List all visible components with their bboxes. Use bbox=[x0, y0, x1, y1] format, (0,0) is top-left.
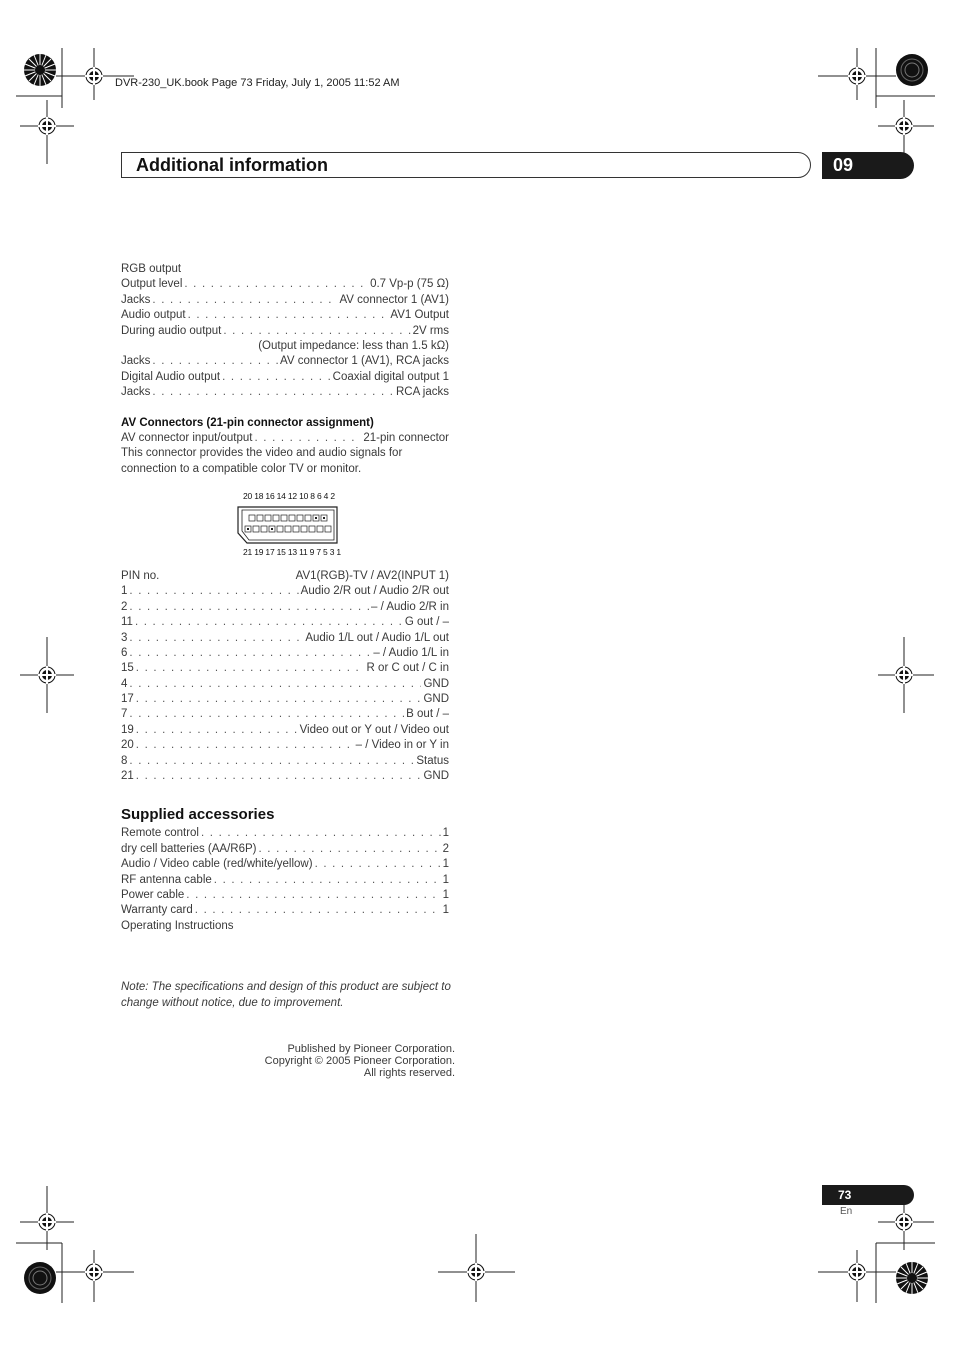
pin-row: 11 . . . G out / – bbox=[121, 615, 449, 630]
publisher-line: Published by Pioneer Corporation. bbox=[287, 1043, 455, 1055]
list-item: Warranty card . . . 1 bbox=[121, 903, 449, 918]
pin-row: 17 . . . GND bbox=[121, 692, 449, 707]
av-connector-row bbox=[121, 431, 449, 447]
page-number: 73 bbox=[838, 1188, 852, 1202]
pin-row: 2 . . . – / Audio 2/R in bbox=[121, 600, 449, 615]
spec-row: Audio output . . . AV1 Output bbox=[121, 308, 449, 323]
pin-row: 3 . . . Audio 1/L out / Audio 1/L out bbox=[121, 631, 449, 646]
page-number-badge bbox=[822, 1185, 914, 1205]
list-item: RF antenna cable . . . 1 bbox=[121, 873, 449, 888]
rgb-output-section bbox=[121, 262, 449, 402]
spec-row: (Output impedance: less than 1.5 kΩ) bbox=[258, 340, 449, 352]
pin-table-header: PIN no. AV1(RGB)-TV / AV2(INPUT 1) bbox=[121, 570, 449, 582]
spec-row: Jacks . . . AV connector 1 (AV1), RCA jacks bbox=[121, 354, 449, 369]
pin-assignment-table bbox=[121, 569, 449, 785]
rgb-heading: RGB output bbox=[121, 263, 182, 275]
accessories-title: Supplied accessories bbox=[121, 806, 275, 823]
scart-pin-numbers-bottom: 21 19 17 15 13 11 9 7 5 3 1 bbox=[243, 547, 341, 557]
rights-line: All rights reserved. bbox=[363, 1067, 455, 1079]
spec-row: Output level . . . 0.7 Vp-p (75 Ω) bbox=[121, 277, 449, 292]
pin-row: 7 . . . B out / – bbox=[121, 707, 449, 722]
chapter-number: 09 bbox=[833, 155, 854, 175]
specification-note: Note: The specifications and design of this product are subject to change without notice, due to improvement. bbox=[121, 981, 451, 1009]
pin-row: 15 . . . R or C out / C in bbox=[121, 661, 449, 676]
scart-connector-diagram bbox=[235, 505, 341, 545]
accessories-list bbox=[121, 826, 449, 936]
pin-row: 20 . . . – / Video in or Y in bbox=[121, 738, 449, 753]
page-language: En bbox=[840, 1206, 853, 1217]
page-title: Additional information bbox=[136, 155, 328, 175]
publisher-info bbox=[200, 1043, 455, 1079]
pin-row: 8 . . . Status bbox=[121, 754, 449, 769]
spec-row: Digital Audio output . . . Coaxial digital output 1 bbox=[121, 370, 449, 385]
av-connector-description: This connector provides the video and audio signals for connection to a compatible color TV or monitor. bbox=[121, 447, 403, 475]
book-info-line: DVR-230_UK.book Page 73 Friday, July 1, 2005 11:52 AM bbox=[115, 77, 400, 89]
pin-row: 1 . . . Audio 2/R out / Audio 2/R out bbox=[121, 584, 449, 599]
pin-row: 6 . . . – / Audio 1/L in bbox=[121, 646, 449, 661]
pin-row: 19 . . . Video out or Y out / Video out bbox=[121, 723, 449, 738]
spec-row: Jacks . . . RCA jacks bbox=[121, 385, 449, 400]
list-item: Audio / Video cable (red/white/yellow) . . . 1 bbox=[121, 857, 449, 872]
copyright-line: Copyright © 2005 Pioneer Corporation. bbox=[264, 1055, 455, 1067]
list-item: Remote control . . . 1 bbox=[121, 826, 449, 841]
pin-row: 4 . . . GND bbox=[121, 677, 449, 692]
list-item: Power cable . . . 1 bbox=[121, 888, 449, 903]
list-item: dry cell batteries (AA/R6P) . . . 2 bbox=[121, 842, 449, 857]
pin-row: 21 . . . GND bbox=[121, 769, 449, 784]
spec-row: During audio output . . . 2V rms bbox=[121, 324, 449, 339]
spec-row: Jacks . . . AV connector 1 (AV1) bbox=[121, 293, 449, 308]
list-item: Operating Instructions bbox=[121, 920, 234, 932]
scart-pin-numbers-top: 20 18 16 14 12 10 8 6 4 2 bbox=[243, 491, 335, 501]
spec-row: AV connector input/output . . . 21-pin connector bbox=[121, 431, 449, 446]
av-connectors-heading: AV Connectors (21-pin connector assignment) bbox=[121, 417, 374, 429]
